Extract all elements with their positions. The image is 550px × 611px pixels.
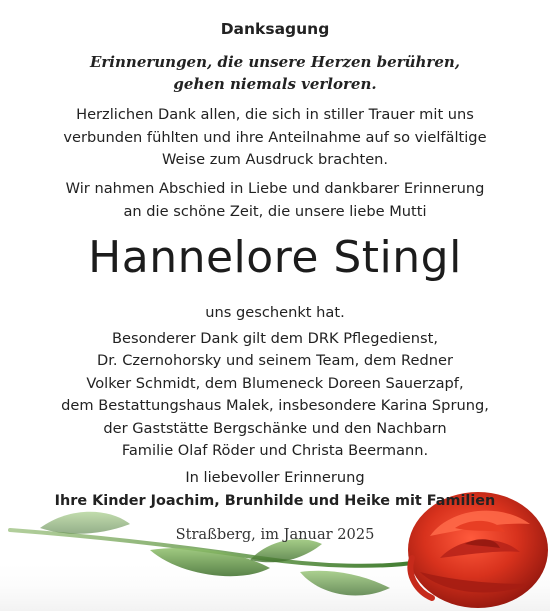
text-line: dem Bestattungshaus Malek, insbesondere Karina Sprung, <box>61 397 489 415</box>
motto-line: gehen niemals verloren. <box>173 75 377 93</box>
motto-line: Erinnerungen, die unsere Herzen berühren, <box>89 53 461 71</box>
motto <box>0 51 550 95</box>
text-line: Weise zum Ausdruck brachten. <box>161 151 389 168</box>
thanks-paragraph <box>0 104 550 172</box>
text-line: Volker Schmidt, dem Blumeneck Doreen Sauerzapf, <box>86 374 464 392</box>
text-line: verbunden fühlten und ihre Anteilnahme auf so vielfältige <box>63 128 487 146</box>
remembrance-line: In liebevoller Erinnerung <box>185 469 365 486</box>
farewell-paragraph <box>0 178 550 223</box>
gifted-line: uns geschenkt hat. <box>205 304 345 321</box>
text-line: Wir nahmen Abschied in Liebe und dankbarer Erinnerung <box>65 180 485 197</box>
place-date: Straßberg, im Januar 2025 <box>175 526 375 543</box>
family-signature: Ihre Kinder Joachim, Brunhilde und Heike mit Familien <box>54 493 496 509</box>
deceased-name: Hannelore Stingl <box>88 232 462 283</box>
text-line: Familie Olaf Röder und Christa Beermann. <box>121 442 429 460</box>
special-thanks <box>0 328 550 462</box>
text-line: an die schöne Zeit, die unsere liebe Mutti <box>123 202 427 220</box>
text-line: Besonderer Dank gilt dem DRK Pflegedienst, <box>112 330 438 347</box>
text-line: der Gaststätte Bergschänke und den Nachbarn <box>103 419 447 437</box>
notice-heading: Danksagung <box>220 20 330 38</box>
text-line: Herzlichen Dank allen, die sich in stiller Trauer mit uns <box>76 106 474 123</box>
text-line: Dr. Czernohorsky und seinem Team, dem Redner <box>97 352 453 370</box>
